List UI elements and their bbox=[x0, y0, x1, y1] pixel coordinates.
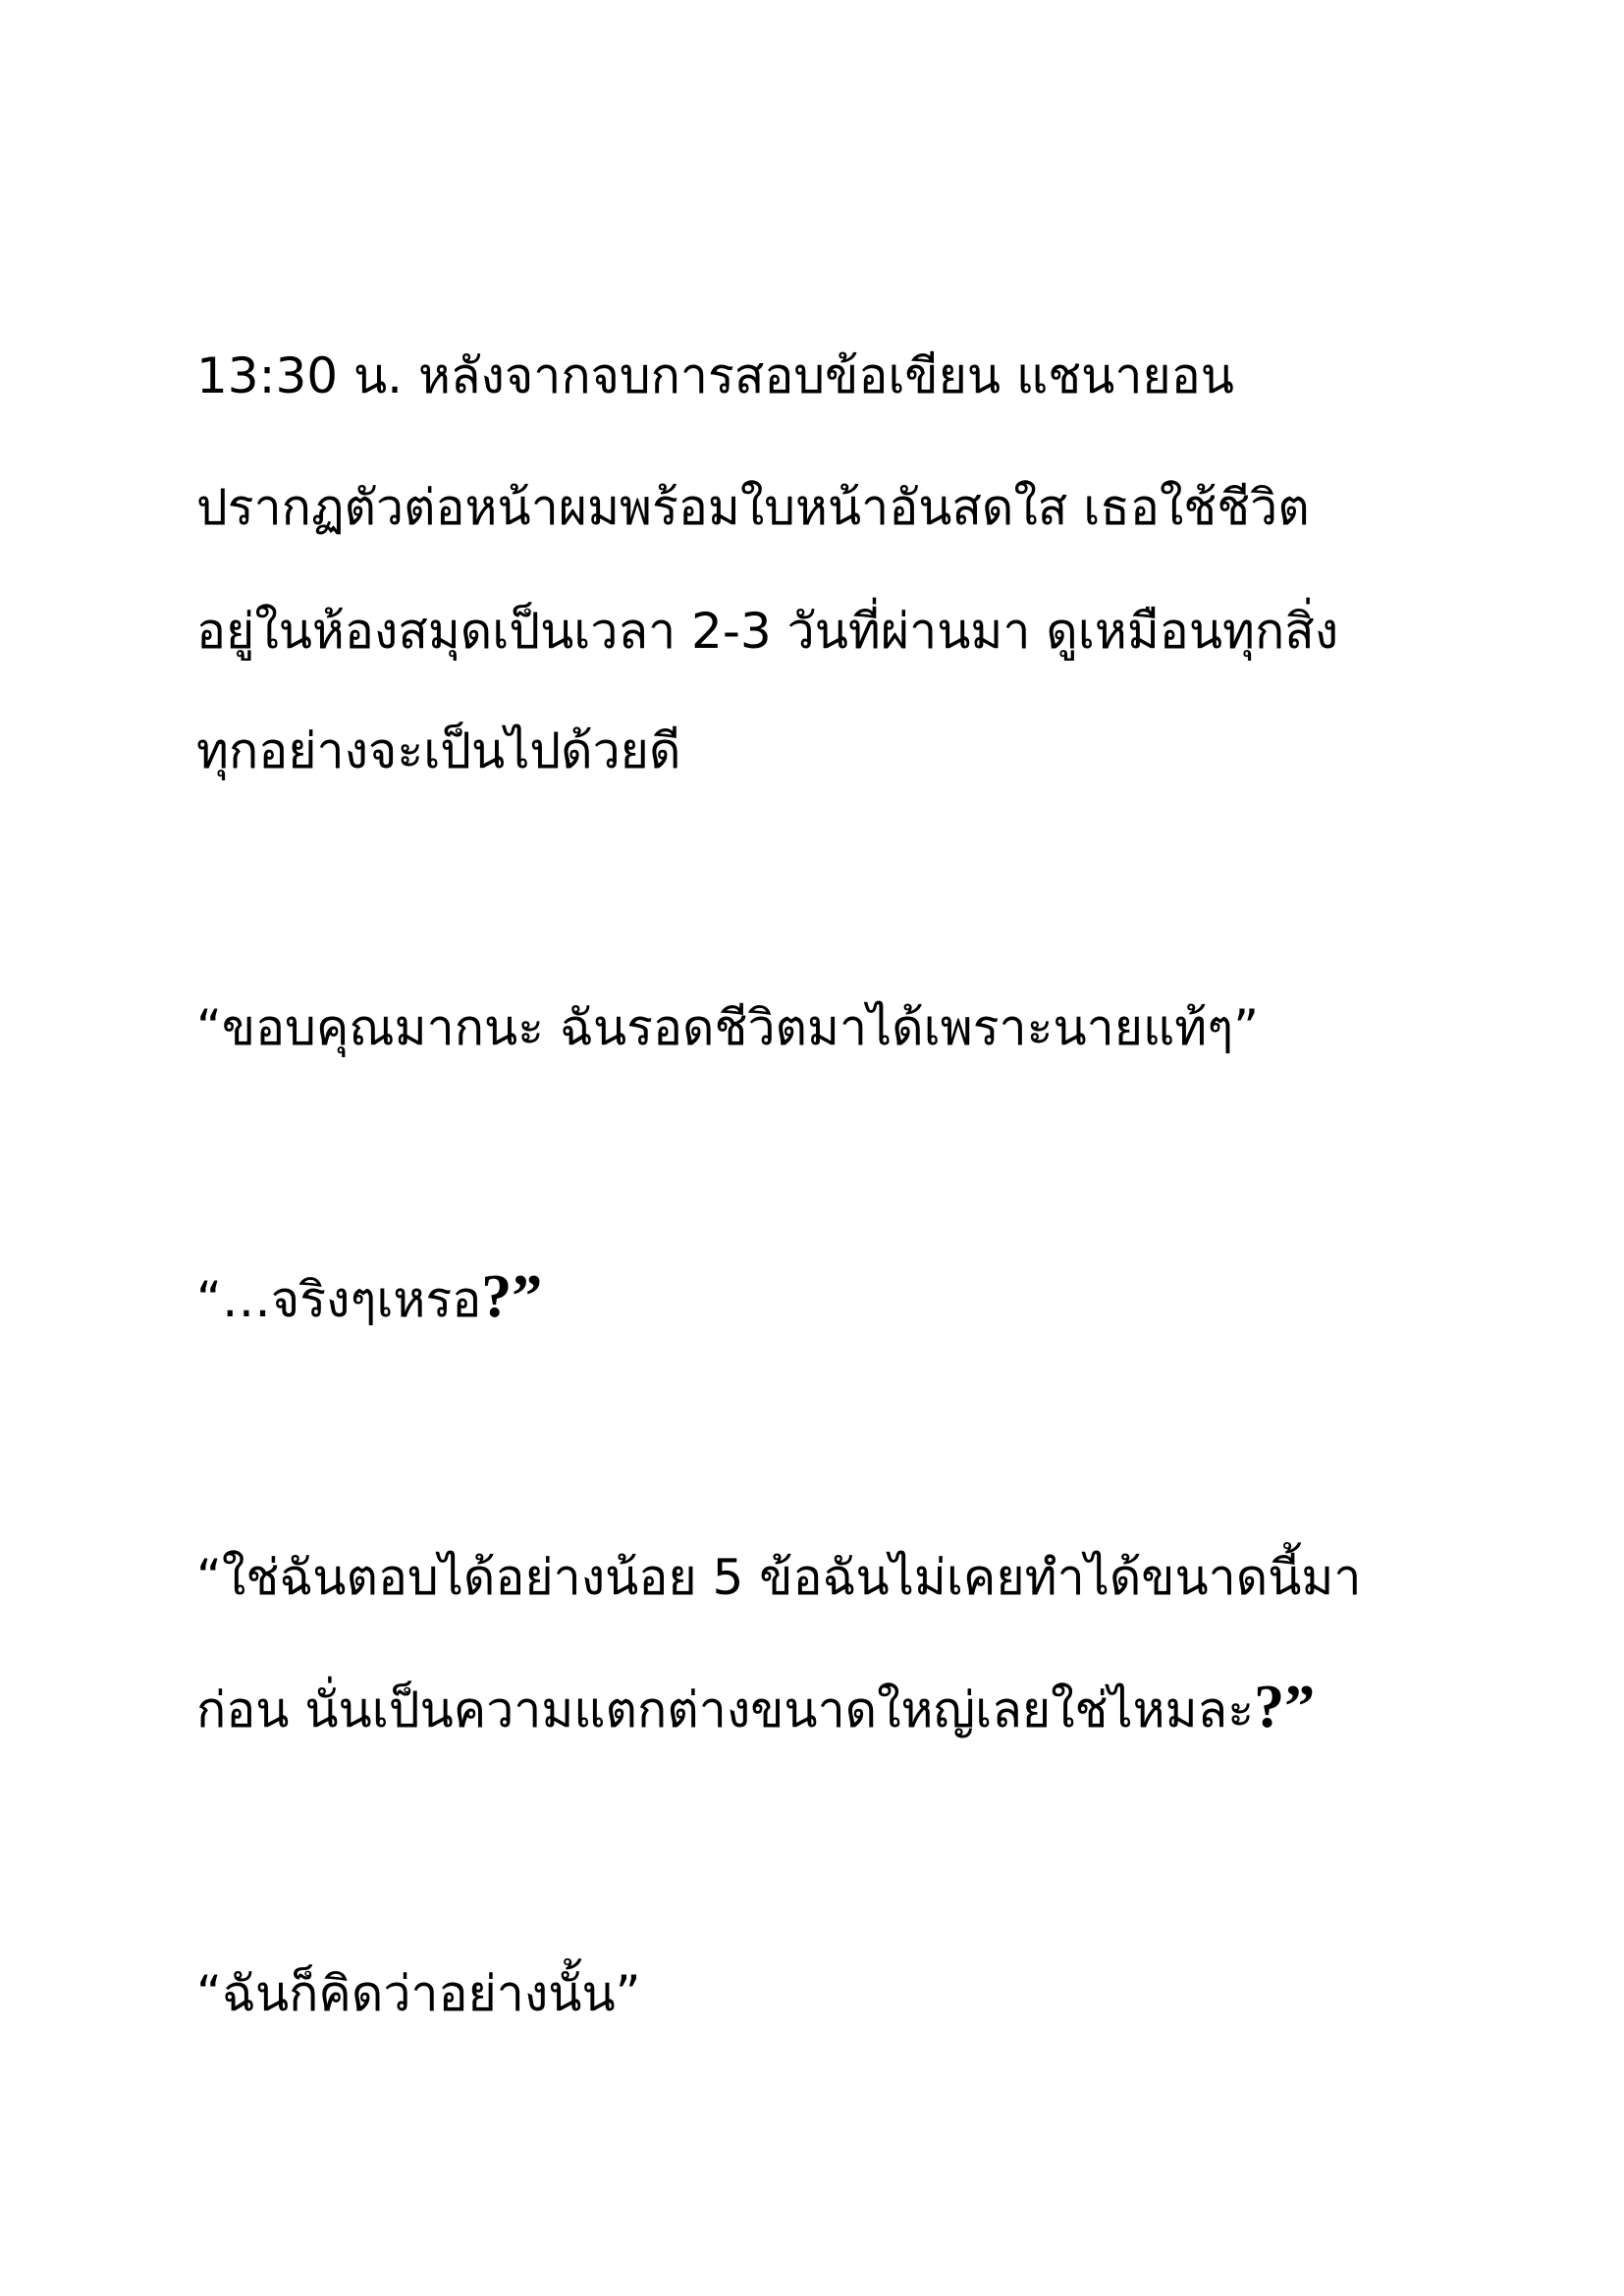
dialogue-answer-line-2-text: ก่อน นั่นเป็นความแตกต่างขนาดใหญ่เลยใช่ไหมละ bbox=[196, 1682, 1255, 1738]
paragraph1-line-4: ทุกอย่างจะเป็นไปด้วยดี bbox=[196, 722, 681, 779]
paragraph1-line-3: อยู่ในห้องสมุดเป็นเวลา 2-3 วันที่ผ่านมา ดูเหมือนทุกสิ่ง bbox=[196, 603, 1339, 660]
paragraph1-line-1: 13:30 น. หลังจากจบการสอบข้อเขียน แชนายอน bbox=[196, 347, 1234, 404]
dialogue-answer-line-1: “ใช่ฉันตอบได้อย่างน้อย 5 ข้อฉันไม่เคยทำได้ขนาดนี้มา bbox=[196, 1549, 1362, 1606]
dialogue-really-question-mark: ?” bbox=[481, 1263, 543, 1330]
dialogue-really-text: “…จริงๆเหรอ bbox=[196, 1271, 482, 1328]
dialogue-answer-question-mark: ?” bbox=[1254, 1674, 1316, 1740]
dialogue-thanks: “ขอบคุณมากนะ ฉันรอดชีวิตมาได้เพราะนายแท้ๆ” bbox=[196, 999, 1259, 1056]
dialogue-answer-line-2 bbox=[196, 1674, 1316, 1740]
dialogue-really bbox=[196, 1263, 543, 1330]
paragraph1-line-2: ปรากฏตัวต่อหน้าผมพร้อมใบหน้าอันสดใส เธอใช้ชีวิต bbox=[196, 479, 1310, 536]
dialogue-agree: “ฉันก็คิดว่าอย่างนั้น” bbox=[196, 1965, 641, 2022]
